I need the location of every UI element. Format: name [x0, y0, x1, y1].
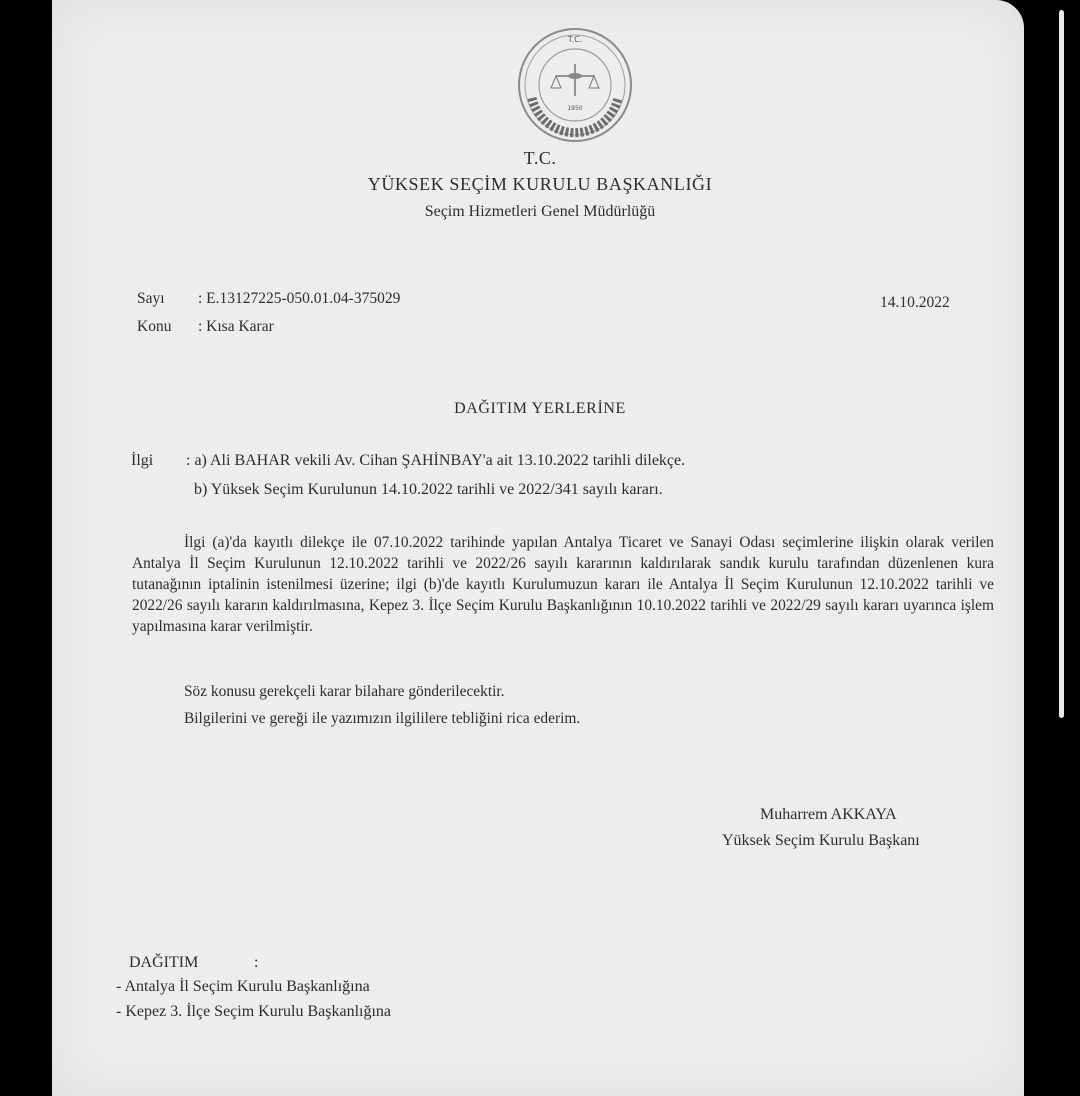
scrollbar[interactable] — [1059, 10, 1064, 718]
sayi-label: Sayı — [137, 290, 165, 307]
body-paragraph-1: İlgi (a)'da kayıtlı dilekçe ile 07.10.2022 tarihinde yapılan Antalya Ticaret ve Sanayi Odası seçimlerine ilişkin olarak verilen Antalya İl Seçim Kurulunun 12.10.2022 tarihli ve 2022/26 sayılı kararının kaldırılarak sandık kurulu tarafından düzenlenen kura tutanağının iptalinin istenilmesi üzerine; ilgi (b)'de kayıtlı Kurulumuzun kararı ile Antalya İl Seçim Kurulunun 12.10.2022 tarihli ve 2022/26 sayılı kararın kaldırılmasına, Kepez 3. İlçe Seçim Kurulu Başkanlığının 10.10.2022 tarihli ve 2022/29 sayılı kararı uyarınca işlem yapılmasına karar verilmiştir. — [132, 534, 994, 635]
distribution-label: DAĞITIM — [129, 954, 199, 971]
distribution-title: DAĞITIM YERLERİNE — [454, 400, 626, 417]
distribution-colon: : — [254, 954, 259, 971]
distribution-item: - Kepez 3. İlçe Seçim Kurulu Başkanlığına — [116, 1003, 392, 1020]
distribution-item: - Antalya İl Seçim Kurulu Başkanlığına — [116, 978, 370, 995]
header-institution: YÜKSEK SEÇİM KURULU BAŞKANLIĞI — [367, 174, 713, 194]
sayi-value: : E.13127225-050.01.04-375029 — [198, 290, 401, 307]
konu-label: Konu — [137, 318, 172, 335]
konu-value: : Kısa Karar — [198, 318, 274, 335]
signatory-name: Muharrem AKKAYA — [760, 806, 897, 823]
ilgi-a: : a) Ali BAHAR vekili Av. Cihan ŞAHİNBAY'a ait 13.10.2022 tarihli dilekçe. — [186, 452, 686, 469]
ilgi-b: b) Yüksek Seçim Kurulunun 14.10.2022 tarihli ve 2022/341 sayılı kararı. — [194, 481, 663, 498]
header-tc: T.C. — [523, 148, 557, 168]
seal-year: 1950 — [567, 105, 583, 112]
document-date: 14.10.2022 — [880, 294, 950, 311]
seal-top-text: T.C. — [567, 35, 583, 44]
body-paragraph-3: Bilgilerini ve gereği ile yazımızın ilgililere tebliğini rica ederim. — [184, 710, 581, 727]
signatory-title: Yüksek Seçim Kurulu Başkanı — [722, 832, 920, 849]
body-paragraph-2: Söz konusu gerekçeli karar bilahare gönderilecektir. — [184, 683, 505, 700]
ilgi-label: İlgi — [131, 452, 154, 469]
ysk-seal-logo — [516, 26, 634, 144]
header-department: Seçim Hizmetleri Genel Müdürlüğü — [424, 203, 656, 220]
